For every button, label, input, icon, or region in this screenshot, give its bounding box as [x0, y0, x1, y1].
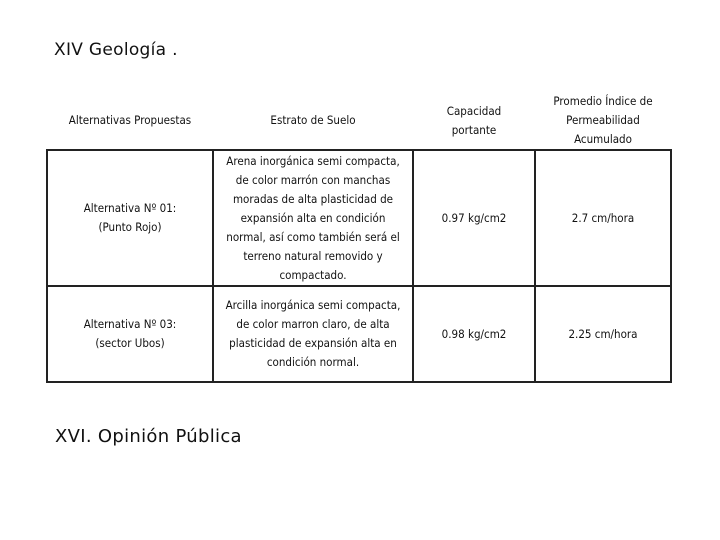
cell-capacidad: 0.97 kg/cm2	[413, 150, 535, 286]
geology-table	[46, 92, 672, 383]
cell-capacidad: 0.98 kg/cm2	[413, 286, 535, 382]
table-row	[47, 286, 671, 382]
cell-alternativa: Alternativa Nº 01: (Punto Rojo)	[47, 150, 213, 286]
section-title-geologia: XIV Geología .	[54, 40, 178, 60]
cell-permeabilidad: 2.7 cm/hora	[535, 150, 671, 286]
cell-estrato: Arcilla inorgánica semi compacta, de color marron claro, de alta plasticidad de expansión alta en condición normal.	[213, 286, 413, 382]
cell-estrato: Arena inorgánica semi compacta, de color marrón con manchas moradas de alta plasticidad de expansión alta en condición normal, así como también será el terreno natural removido y compactado.	[213, 150, 413, 286]
cell-alternativa: Alternativa Nº 03: (sector Ubos)	[47, 286, 213, 382]
cell-permeabilidad: 2.25 cm/hora	[535, 286, 671, 382]
header-capacidad: Capacidad portante	[413, 92, 535, 150]
section-title-opinion: XVI. Opinión Pública	[55, 426, 242, 447]
table-header-row	[47, 92, 671, 150]
header-estrato: Estrato de Suelo	[213, 92, 413, 150]
header-alternativas: Alternativas Propuestas	[47, 92, 213, 150]
header-permeabilidad: Promedio Índice de Permeabilidad Acumulado	[535, 92, 671, 150]
table-row	[47, 150, 671, 286]
